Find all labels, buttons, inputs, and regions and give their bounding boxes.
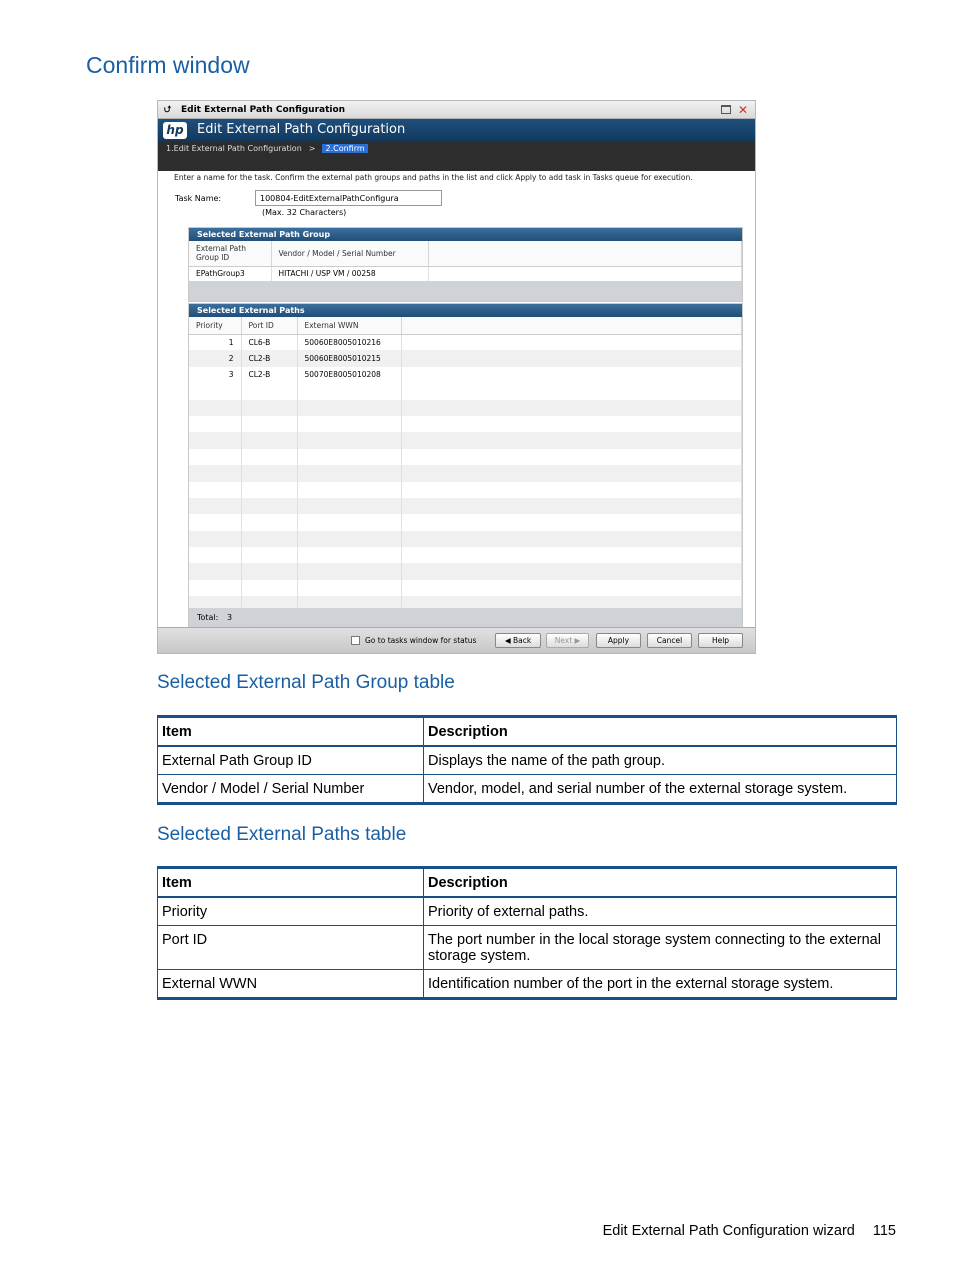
column-header[interactable]: External Path Group ID: [189, 241, 271, 266]
empty-table-cell: [297, 465, 401, 481]
collapse-icon[interactable]: ⮍: [164, 105, 172, 115]
next-button[interactable]: Next ▶: [546, 633, 589, 648]
empty-table-row: [189, 482, 742, 498]
empty-table-row: [189, 547, 742, 563]
empty-table-cell: [297, 514, 401, 530]
selected-paths-grid: [189, 317, 742, 629]
back-button[interactable]: ◀ Back: [495, 633, 541, 648]
table-cell: [401, 367, 742, 383]
description-header: Description: [424, 868, 897, 898]
page-heading: Confirm window: [86, 52, 250, 78]
empty-table-cell: [241, 400, 297, 416]
port-id-cell: CL6-B: [241, 334, 297, 350]
task-name-label: Task Name:: [175, 194, 222, 203]
description-cell: Priority of external paths.: [424, 897, 897, 926]
close-icon[interactable]: ✕: [737, 103, 748, 117]
empty-table-cell: [189, 400, 241, 416]
empty-table-cell: [401, 563, 742, 579]
table-row: [158, 746, 897, 775]
empty-table-cell: [241, 482, 297, 498]
paths-description-table: [157, 866, 897, 1000]
task-name-input[interactable]: 100804-EditExternalPathConfigura: [255, 190, 442, 206]
empty-table-cell: [189, 580, 241, 596]
empty-table-cell: [401, 498, 742, 514]
empty-table-cell: [241, 449, 297, 465]
table-cell: [401, 350, 742, 366]
empty-table-row: [189, 449, 742, 465]
help-button[interactable]: Help: [698, 633, 743, 648]
empty-table-row: [189, 383, 742, 399]
port-id-cell: CL2-B: [241, 350, 297, 366]
column-header: [401, 317, 742, 334]
empty-table-cell: [241, 416, 297, 432]
selected-path-group-panel: [188, 227, 743, 302]
table-cell: [401, 334, 742, 350]
empty-table-cell: [189, 383, 241, 399]
empty-table-cell: [189, 498, 241, 514]
item-cell: Port ID: [158, 926, 424, 970]
priority-cell: 3: [189, 367, 241, 383]
description-cell: The port number in the local storage system connecting to the external storage system.: [424, 926, 897, 970]
total-bar: [189, 608, 742, 627]
empty-table-cell: [297, 416, 401, 432]
window-titlebar: [158, 101, 755, 119]
empty-table-row: [189, 514, 742, 530]
empty-table-cell: [241, 383, 297, 399]
group-description-table: [157, 715, 897, 805]
empty-table-cell: [401, 580, 742, 596]
table-row: [158, 897, 897, 926]
empty-table-cell: [189, 563, 241, 579]
table-row: [158, 926, 897, 970]
column-header: [428, 241, 742, 266]
column-header[interactable]: Vendor / Model / Serial Number: [271, 241, 428, 266]
item-header: Item: [158, 717, 424, 747]
empty-table-cell: [297, 547, 401, 563]
empty-table-cell: [297, 531, 401, 547]
wwn-cell: 50070E8005010208: [297, 367, 401, 383]
paths-table-heading: Selected External Paths table: [157, 824, 407, 845]
breadcrumb-separator: >: [308, 144, 316, 153]
empty-table-cell: [241, 498, 297, 514]
empty-table-cell: [189, 514, 241, 530]
empty-table-cell: [241, 580, 297, 596]
empty-table-cell: [401, 400, 742, 416]
empty-table-cell: [401, 449, 742, 465]
empty-table-row: [189, 498, 742, 514]
go-to-tasks-checkbox[interactable]: [351, 636, 360, 645]
priority-cell: 2: [189, 350, 241, 366]
table-cell: EPathGroup3: [189, 266, 271, 281]
priority-cell: 1: [189, 334, 241, 350]
table-row: [158, 970, 897, 999]
breadcrumb-step-2: 2.Confirm: [322, 144, 367, 153]
empty-table-cell: [241, 514, 297, 530]
empty-table-cell: [297, 432, 401, 448]
table-row[interactable]: [189, 367, 742, 383]
empty-table-cell: [297, 383, 401, 399]
empty-table-cell: [241, 432, 297, 448]
apply-button[interactable]: Apply: [596, 633, 641, 648]
table-row: [158, 775, 897, 804]
empty-table-cell: [401, 514, 742, 530]
empty-table-row: [189, 400, 742, 416]
banner-title-bar: [158, 119, 755, 141]
column-header[interactable]: External WWN: [297, 317, 401, 334]
table-row[interactable]: [189, 350, 742, 366]
breadcrumb: [166, 144, 368, 153]
page-number: 115: [872, 1223, 896, 1239]
empty-table-cell: [401, 383, 742, 399]
panel-filler: [189, 281, 742, 301]
column-header[interactable]: Port ID: [241, 317, 297, 334]
panel-title: Selected External Path Group: [189, 228, 742, 241]
cancel-button[interactable]: Cancel: [647, 633, 692, 648]
table-cell: [428, 266, 742, 281]
empty-table-cell: [401, 482, 742, 498]
window-title: Edit External Path Configuration: [181, 105, 346, 115]
empty-table-cell: [401, 432, 742, 448]
edit-external-path-window: [157, 100, 756, 654]
empty-table-cell: [241, 531, 297, 547]
total-label: Total:: [197, 613, 219, 622]
empty-table-row: [189, 531, 742, 547]
maximize-icon[interactable]: [721, 105, 731, 114]
empty-table-cell: [189, 449, 241, 465]
empty-table-cell: [297, 449, 401, 465]
empty-table-cell: [241, 465, 297, 481]
banner-title: Edit External Path Configuration: [197, 122, 406, 137]
empty-table-row: [189, 465, 742, 481]
page-footer: [603, 1223, 896, 1239]
description-cell: Vendor, model, and serial number of the external storage system.: [424, 775, 897, 804]
description-cell: Displays the name of the path group.: [424, 746, 897, 775]
empty-table-row: [189, 580, 742, 596]
empty-table-cell: [401, 416, 742, 432]
panel-title: Selected External Paths: [189, 304, 742, 317]
empty-table-row: [189, 432, 742, 448]
total-value: 3: [226, 613, 233, 622]
table-row[interactable]: [189, 334, 742, 350]
breadcrumb-step-1: 1.Edit External Path Configuration: [166, 144, 302, 153]
task-name-hint: (Max. 32 Characters): [262, 208, 347, 217]
column-header[interactable]: Priority: [189, 317, 241, 334]
item-header: Item: [158, 868, 424, 898]
port-id-cell: CL2-B: [241, 367, 297, 383]
empty-table-cell: [241, 547, 297, 563]
empty-table-cell: [401, 531, 742, 547]
group-table-heading: Selected External Path Group table: [157, 672, 455, 693]
instruction-text: Enter a name for the task. Confirm the external path groups and paths in the list and click Apply to add task in Tasks queue for execution.: [174, 173, 693, 182]
go-to-tasks-label: Go to tasks window for status: [365, 636, 477, 645]
empty-table-cell: [189, 531, 241, 547]
empty-table-cell: [189, 432, 241, 448]
empty-table-row: [189, 416, 742, 432]
selected-paths-panel: [188, 303, 743, 628]
wizard-banner: [158, 119, 755, 171]
empty-table-cell: [189, 416, 241, 432]
empty-table-row: [189, 563, 742, 579]
wwn-cell: 50060E8005010215: [297, 350, 401, 366]
table-cell: HITACHI / USP VM / 00258: [271, 266, 428, 281]
empty-table-cell: [297, 400, 401, 416]
empty-table-cell: [297, 580, 401, 596]
empty-table-cell: [189, 465, 241, 481]
table-row[interactable]: [189, 266, 742, 281]
selected-path-group-grid: [189, 241, 742, 281]
item-cell: External WWN: [158, 970, 424, 999]
item-cell: Vendor / Model / Serial Number: [158, 775, 424, 804]
footer-title: Edit External Path Configuration wizard: [602, 1223, 855, 1239]
window-footer: [158, 627, 755, 653]
empty-table-cell: [241, 563, 297, 579]
wwn-cell: 50060E8005010216: [297, 334, 401, 350]
description-header: Description: [424, 717, 897, 747]
empty-table-cell: [297, 563, 401, 579]
empty-table-cell: [401, 547, 742, 563]
empty-table-cell: [189, 547, 241, 563]
empty-table-cell: [297, 498, 401, 514]
empty-table-cell: [297, 482, 401, 498]
hp-logo-icon: hp: [163, 122, 187, 139]
description-cell: Identification number of the port in the external storage system.: [424, 970, 897, 999]
item-cell: Priority: [158, 897, 424, 926]
empty-table-cell: [189, 482, 241, 498]
empty-table-cell: [401, 465, 742, 481]
item-cell: External Path Group ID: [158, 746, 424, 775]
